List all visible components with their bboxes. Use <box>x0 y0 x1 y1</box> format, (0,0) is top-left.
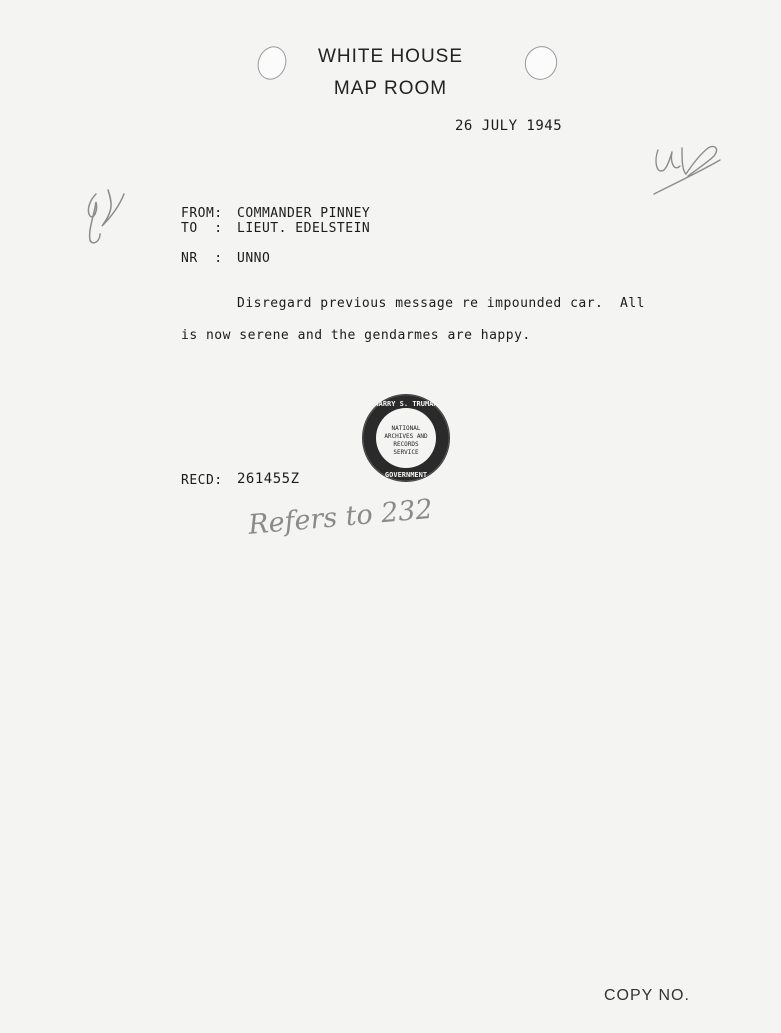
message-date: 26 JULY 1945 <box>455 118 563 134</box>
body-line-2: is now serene and the gendarmes are happy. <box>181 328 531 343</box>
received-label: RECD: <box>181 473 223 488</box>
svg-text:HARRY S. TRUMAN: HARRY S. TRUMAN <box>374 400 438 408</box>
nr-value: UNNO <box>237 251 271 266</box>
header-map-room: MAP ROOM <box>333 78 448 99</box>
received-value: 261455Z <box>237 471 300 487</box>
from-label: FROM: <box>181 206 223 221</box>
svg-text:ARCHIVES AND: ARCHIVES AND <box>384 433 428 440</box>
handwritten-initials-icon <box>648 130 728 205</box>
to-value: LIEUT. EDELSTEIN <box>237 221 371 236</box>
svg-text:GOVERNMENT: GOVERNMENT <box>384 471 428 479</box>
copy-number-label: COPY NO. <box>604 987 690 1004</box>
nr-label: NR : <box>181 251 223 266</box>
svg-text:SERVICE: SERVICE <box>393 449 419 456</box>
to-label: TO : <box>181 221 223 236</box>
from-value: COMMANDER PINNEY <box>237 206 371 221</box>
svg-text:NATIONAL: NATIONAL <box>391 425 421 432</box>
archive-stamp-seal <box>360 392 452 484</box>
svg-text:RECORDS: RECORDS <box>393 441 419 448</box>
header-white-house: WHITE HOUSE <box>317 46 464 67</box>
handwritten-note: Refers to 232 <box>247 493 434 541</box>
body-line-1: Disregard previous message re impounded car. All <box>237 296 646 311</box>
handwritten-mark-icon <box>78 186 128 250</box>
